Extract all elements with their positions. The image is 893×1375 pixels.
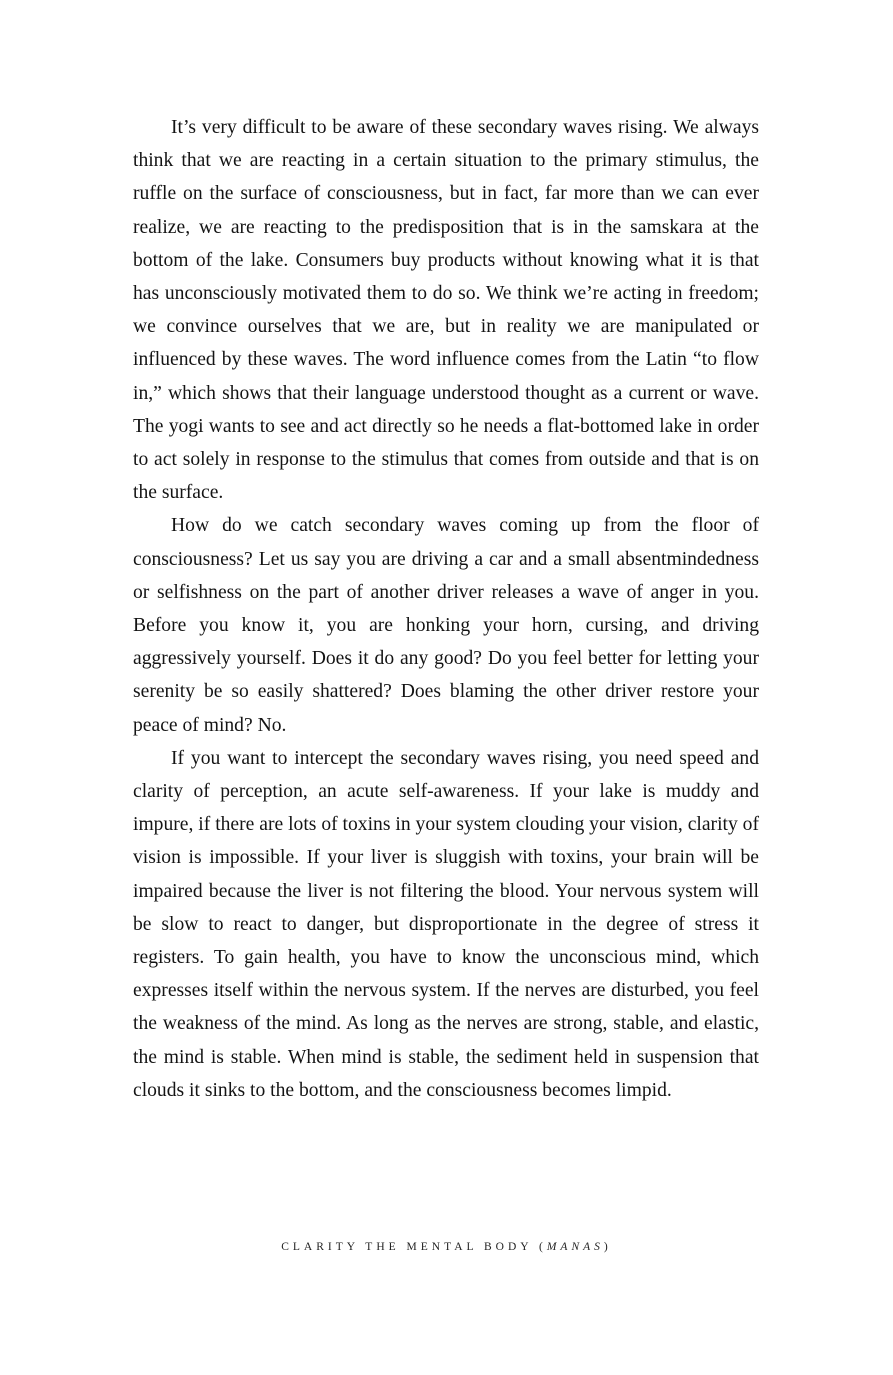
paragraph-3: If you want to intercept the secondary waves rising, you need speed and clarity of perception, an acute self-awareness. If your lake is muddy and impure, if there are lots of toxins in your system clouding your vision, clarity of vision is impossible. If your liver is sluggish with toxins, your brain will be impaired because the liver is not filtering the blood. Your nervous system will be slow to react to danger, but disproportionate in the degree of stress it registers. To gain health, you have to know the unconscious mind, which expresses itself within the nervous system. If the nerves are disturbed, you feel the weakness of the mind. As long as the nerves are strong, stable, and elastic, the mind is stable. When mind is stable, the sediment held in suspension that clouds it sinks to the bottom, and the consciousness becomes limpid.	[133, 747, 759, 1101]
paragraph-1: It’s very difficult to be aware of these secondary waves rising. We always think that we are reacting in a certain situation to the primary stimulus, the ruffle on the surface of consciousness, but in fact, far more than we can ever realize, we are reacting to the predisposition that is in the samskara at the bottom of the lake. Consumers buy products without knowing what it is that has unconsciously motivated them to do so. We think we’re acting in freedom; we convince ourselves that we are, but in reality we are manipulated or influenced by these waves. The word influence comes from the Latin “to flow in,” which shows that their language understood thought as a current or wave. The yogi wants to see and act directly so he needs a flat-bottomed lake in order to act solely in response to the stimulus that comes from outside and that is on the surface.	[133, 117, 759, 504]
running-head-italic: MANAS	[546, 1241, 604, 1253]
running-head-text: CLARITY THE MENTAL BODY (	[281, 1241, 547, 1253]
running-head-close: )	[603, 1241, 612, 1253]
paragraph-2: How do we catch secondary waves coming up from the floor of consciousness? Let us say you are driving a car and a small absentmindedness or selfishness on the part of another driver releases a wave of anger in you. Before you know it, you are honking your horn, cursing, and driving aggressively yourself. Does it do any good? Do you feel better for letting your serenity be so easily shattered? Does blaming the other driver restore your peace of mind? No.	[133, 515, 759, 736]
page-body	[133, 111, 759, 1107]
running-footer	[0, 1241, 893, 1253]
